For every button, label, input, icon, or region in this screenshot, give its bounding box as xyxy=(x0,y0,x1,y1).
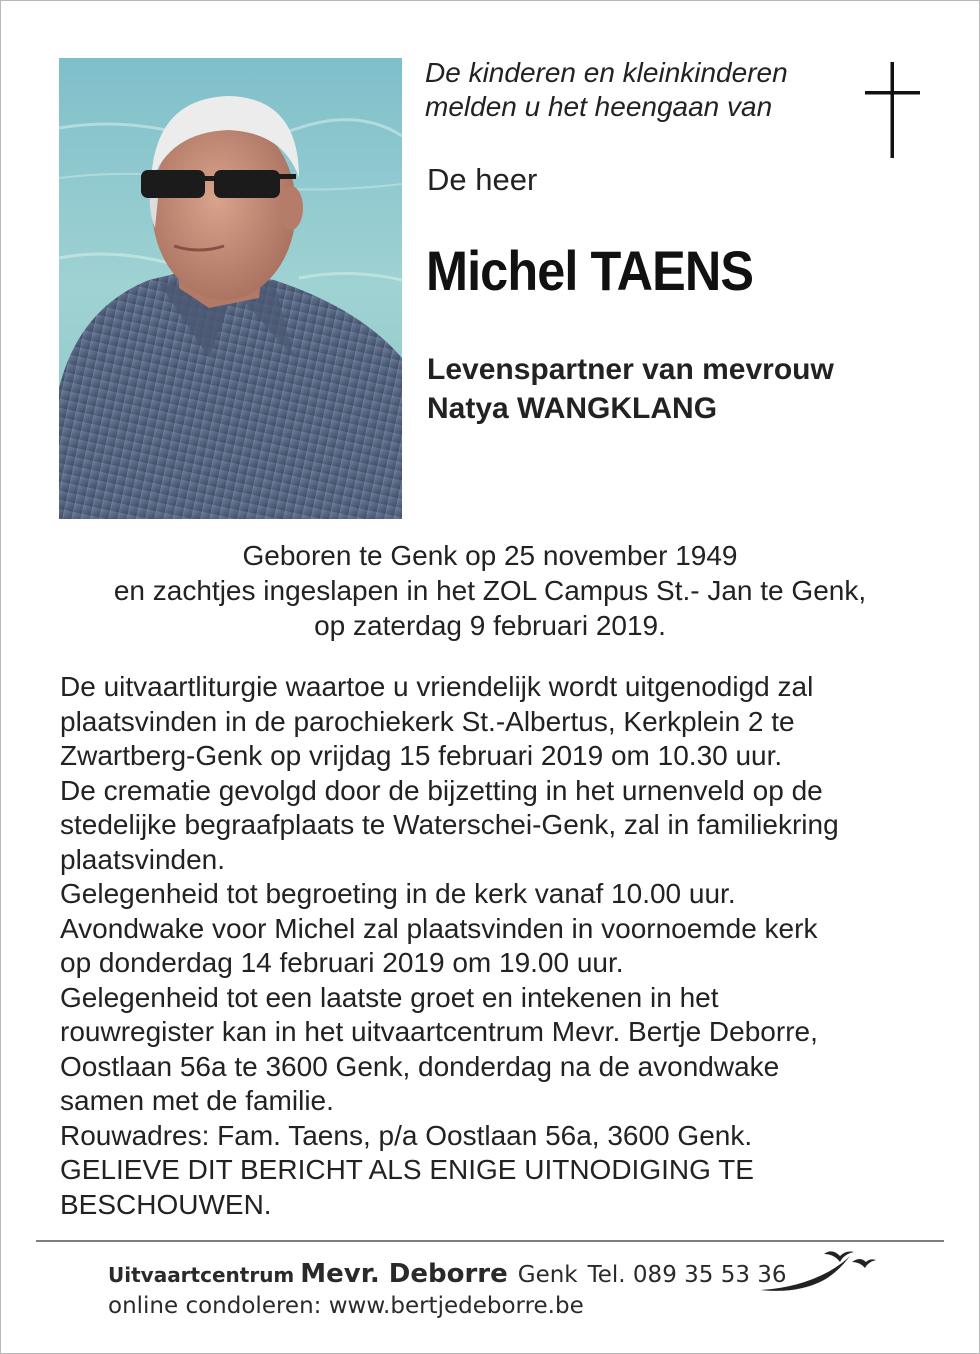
partner-text xyxy=(427,350,834,428)
intro-text xyxy=(425,56,788,124)
body-line: Avondwake voor Michel zal plaatsvinden in voornoemde kerk xyxy=(60,912,818,944)
body-line: BESCHOUWEN. xyxy=(60,1188,272,1220)
funeral-home-label: Uitvaartcentrum xyxy=(108,1263,295,1287)
birth-death-paragraph xyxy=(40,538,940,643)
partner-line: Levenspartner van mevrouw xyxy=(427,353,834,386)
body-line: Rouwadres: Fam. Taens, p/a Oostlaan 56a, 3600 Genk. xyxy=(60,1119,753,1151)
body-line: Gelegenheid tot begroeting in de kerk vanaf 10.00 uur. xyxy=(60,878,736,909)
funeral-home-phone: Tel. 089 35 53 36 xyxy=(587,1262,787,1288)
body-line: Gelegenheid tot een laatste groet en intekenen in het xyxy=(60,981,719,1013)
body-line: Zwartberg-Genk op vrijdag 15 februari 2019 om 10.30 uur. xyxy=(60,740,783,771)
body-line: GELIEVE DIT BERICHT ALS ENIGE UITNODIGING TE xyxy=(60,1154,754,1185)
birth-line: op zaterdag 9 februari 2019. xyxy=(314,610,666,641)
body-line: plaatsvinden. xyxy=(60,843,226,875)
body-line: samen met de familie. xyxy=(60,1085,334,1116)
portrait-photo xyxy=(59,58,402,519)
birth-line: Geboren te Genk op 25 november 1949 xyxy=(242,540,738,571)
funeral-home-name: Mevr. Deborre xyxy=(300,1259,508,1289)
funeral-details xyxy=(60,670,839,1222)
intro-line: melden u het heengaan van xyxy=(425,91,773,122)
body-line: De crematie gevolgd door de bijzetting in het urnenveld op de xyxy=(60,774,823,806)
birth-line: en zachtjes ingeslapen in het ZOL Campus St.- Jan te Genk, xyxy=(113,575,867,606)
birds-logo-icon xyxy=(758,1246,878,1296)
intro-line: De kinderen en kleinkinderen xyxy=(425,57,788,88)
body-line: plaatsvinden in de parochiekerk St.-Albertus, Kerkplein 2 te xyxy=(60,705,795,737)
body-line: stedelijke begraafplaats te Waterschei-Genk, zal in familiekring xyxy=(60,809,839,840)
footer-divider xyxy=(36,1240,944,1242)
body-line: op donderdag 14 februari 2019 om 19.00 uur. xyxy=(60,947,624,978)
deceased-name: Michel TAENS xyxy=(426,239,754,302)
funeral-home-line xyxy=(108,1259,787,1289)
body-line: Oostlaan 56a te 3600 Genk, donderdag na de avondwake xyxy=(60,1050,780,1082)
honorific-title: De heer xyxy=(427,162,538,197)
partner-line: Natya WANGKLANG xyxy=(427,392,718,425)
latin-cross-icon xyxy=(862,62,922,158)
body-line: rouwregister kan in het uitvaartcentrum Mevr. Bertje Deborre, xyxy=(60,1016,818,1047)
body-line: De uitvaartliturgie waartoe u vriendelijk wordt uitgenodigd zal xyxy=(60,671,814,702)
online-condolence-link[interactable]: online condoleren: www.bertjedeborre.be xyxy=(108,1293,584,1319)
funeral-home-city: Genk xyxy=(517,1262,578,1288)
